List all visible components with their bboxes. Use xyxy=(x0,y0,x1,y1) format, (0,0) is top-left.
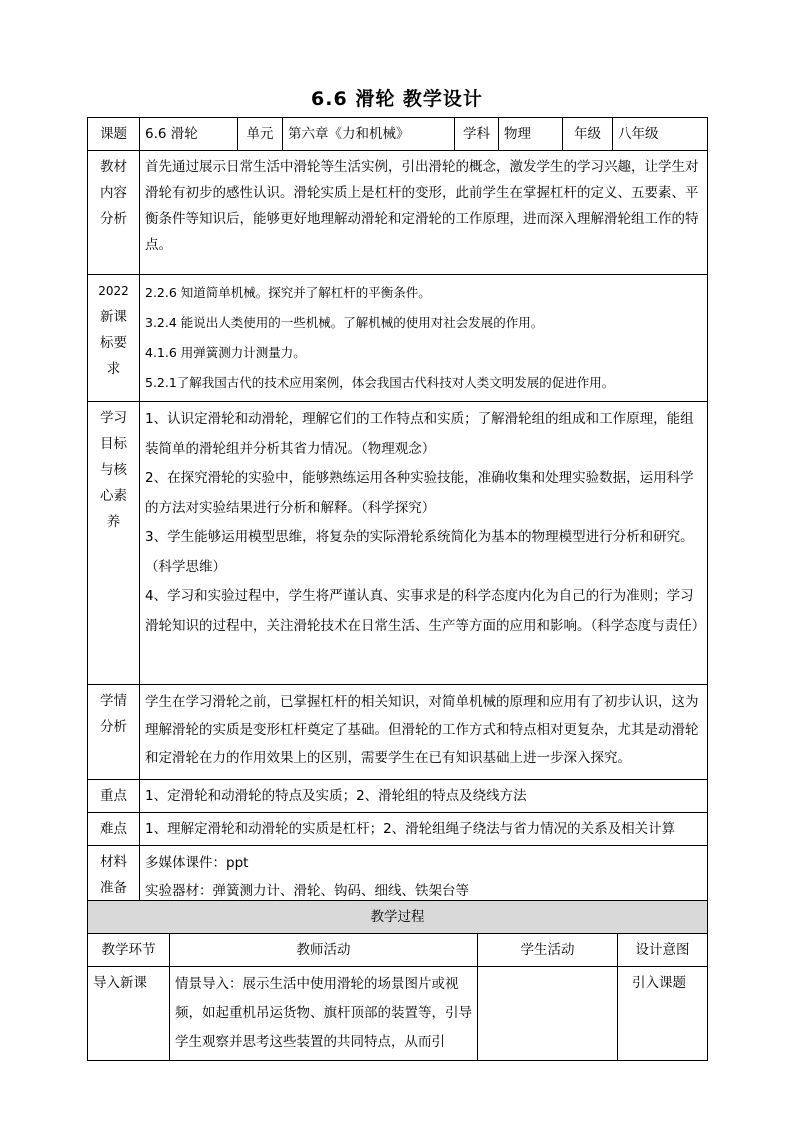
label-line: 教材 xyxy=(100,159,127,175)
design-table xyxy=(87,117,708,909)
learning-goals-text xyxy=(140,402,708,685)
teacher-activity-cell: 情景导入：展示生活中使用滑轮的场景图片或视频，如起重机吊运货物、旗杆顶部的装置等，引导学生观察并思考这些装置的共同特点，从而引 xyxy=(170,967,478,1061)
label-line: 学情 xyxy=(100,693,127,709)
topic-label: 课题 xyxy=(88,118,140,151)
unit-value: 第六章《力和机械》 xyxy=(283,118,455,151)
grade-label: 年级 xyxy=(563,118,613,151)
label-line: 养 xyxy=(106,514,121,530)
label-line: 分析 xyxy=(100,211,127,227)
difficulty-text: 1、理解定滑轮和动滑轮的实质是杠杆；2、滑轮组绳子绕法与省力情况的关系及相关计算 xyxy=(140,813,708,846)
label-line: 分析 xyxy=(100,719,127,735)
curriculum-standard-row xyxy=(88,275,708,402)
topic-value: 6.6 滑轮 xyxy=(140,118,238,151)
process-header-row xyxy=(88,901,708,934)
learner-analysis-label xyxy=(88,685,140,780)
label-line: 准备 xyxy=(100,880,127,896)
label-line: 心素 xyxy=(100,488,127,504)
label-line: 标要 xyxy=(100,335,127,351)
student-activity-cell xyxy=(478,967,618,1061)
learner-analysis-row xyxy=(88,685,708,780)
info-row xyxy=(88,118,708,151)
label-line: 新课 xyxy=(100,309,127,325)
learning-goals-row xyxy=(88,402,708,685)
column-teacher: 教师活动 xyxy=(170,934,478,967)
standard-item: 2.2.6 知道简单机械。探究并了解杠杆的平衡条件。 xyxy=(145,285,431,300)
learner-analysis-text: 学生在学习滑轮之前，已掌握杠杆的相关知识，对简单机械的原理和应用有了初步认识，这为理解滑轮的实质是变形杠杆奠定了基础。但滑轮的工作方式和特点相对更复杂，尤其是动滑轮和定滑轮在力的作用效果上的区别，需要学生在已有知识基础上进一步深入探究。 xyxy=(140,685,708,780)
subject-value: 物理 xyxy=(499,118,563,151)
materials-item: 多媒体课件：ppt xyxy=(145,855,249,871)
label-line: 求 xyxy=(106,361,121,377)
stage-cell: 导入新课 xyxy=(88,967,170,1061)
key-point-label: 重点 xyxy=(88,780,140,813)
design-intent-cell: 引入课题 xyxy=(618,967,708,1061)
process-columns-row xyxy=(88,934,708,967)
goal-item: 4、学习和实验过程中，学生将严谨认真、实事求是的科学态度内化为自己的行为准则；学习滑轮知识的过程中，关注滑轮技术在日常生活、生产等方面的应用和影响。（科学态度与责任） xyxy=(145,588,706,634)
learning-goals-label xyxy=(88,402,140,685)
key-point-text: 1、定滑轮和动滑轮的特点及实质；2、滑轮组的特点及绕线方法 xyxy=(140,780,708,813)
standard-item: 3.2.4 能说出人类使用的一些机械。了解机械的使用对社会发展的作用。 xyxy=(145,315,544,330)
unit-label: 单元 xyxy=(238,118,283,151)
curriculum-standard-label xyxy=(88,275,140,402)
goal-item: 2、在探究滑轮的实验中，能够熟练运用各种实验技能，准确收集和处理实验数据，运用科学的方法对实验结果进行分析和解释。（科学探究） xyxy=(145,470,694,516)
label-line: 目标 xyxy=(100,436,127,452)
process-row xyxy=(88,967,708,1061)
process-header: 教学过程 xyxy=(88,901,708,934)
difficulty-label: 难点 xyxy=(88,813,140,846)
column-intent: 设计意图 xyxy=(618,934,708,967)
goal-item: 1、认识定滑轮和动滑轮，理解它们的工作特点和实质；了解滑轮组的组成和工作原理，能组装简单的滑轮组并分析其省力情况。（物理观念） xyxy=(145,411,694,457)
material-analysis-label xyxy=(88,151,140,275)
grade-value: 八年级 xyxy=(613,118,708,151)
goal-item: 3、学生能够运用模型思维，将复杂的实际滑轮系统简化为基本的物理模型进行分析和研究。（科学思维） xyxy=(145,529,694,575)
label-line: 学习 xyxy=(100,410,127,426)
label-line: 2022 xyxy=(98,284,129,298)
page-title: 6.6 滑轮 教学设计 xyxy=(311,88,483,110)
process-table xyxy=(87,900,708,1061)
materials-item: 实验器材：弹簧测力计、滑轮、钩码、细线、铁架台等 xyxy=(145,883,469,899)
material-analysis-row xyxy=(88,151,708,275)
material-analysis-text: 首先通过展示日常生活中滑轮等生活实例，引出滑轮的概念，激发学生的学习兴趣，让学生对滑轮有初步的感性认识。滑轮实质上是杠杆的变形，此前学生在掌握杠杆的定义、五要素、平衡条件等知识后，能够更好地理解动滑轮和定滑轮的工作原理，进而深入理解滑轮组工作的特点。 xyxy=(140,151,708,275)
standard-item: 4.1.6 用弹簧测力计测量力。 xyxy=(145,345,306,360)
column-student: 学生活动 xyxy=(478,934,618,967)
difficulty-row xyxy=(88,813,708,846)
subject-label: 学科 xyxy=(455,118,499,151)
curriculum-standard-text xyxy=(140,275,708,402)
label-line: 与核 xyxy=(100,462,127,478)
standard-item: 5.2.1了解我国古代的技术应用案例，体会我国古代科技对人类文明发展的促进作用。 xyxy=(145,375,615,390)
key-point-row xyxy=(88,780,708,813)
label-line: 内容 xyxy=(100,185,127,201)
label-line: 材料 xyxy=(100,854,127,870)
column-stage: 教学环节 xyxy=(88,934,170,967)
